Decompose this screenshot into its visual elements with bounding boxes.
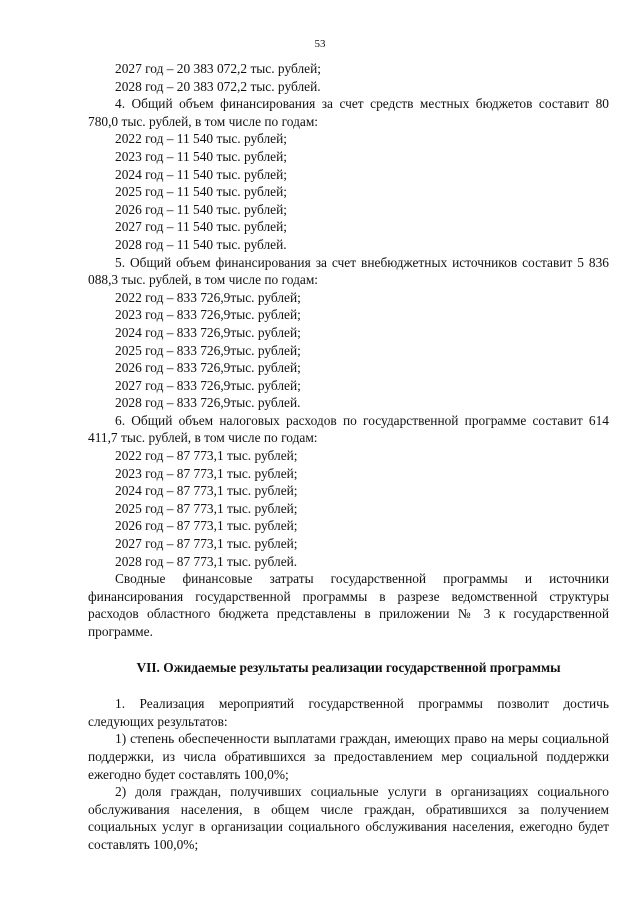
text-line: 2027 год – 11 540 тыс. рублей;	[115, 219, 287, 235]
document-body	[88, 60, 609, 854]
text-line: 2028 год – 11 540 тыс. рублей.	[115, 236, 287, 252]
section-heading: VII. Ожидаемые результаты реализации государственной программы	[136, 659, 561, 675]
paragraph-local-budget-funding: 4. Общий объем финансирования за счет средств местных бюджетов составит 80 780,0 тыс. рублей, в том числе по годам:	[88, 96, 609, 129]
text-line: 2025 год – 11 540 тыс. рублей;	[115, 184, 287, 200]
paragraph-tax-expenditures: 6. Общий объем налоговых расходов по государственной программе составит 614 411,7 тыс. рублей, в том числе по годам:	[88, 412, 609, 446]
text-line: 2025 год – 833 726,9тыс. рублей;	[115, 342, 301, 358]
paragraph-summary-costs: Сводные финансовые затраты государственной программы и источники финансирования государственной программы в разрезе ведомственной структуры расходов областного бюджета представлены в приложении № 3 к государственной программе.	[88, 571, 609, 639]
text-line: 2026 год – 87 773,1 тыс. рублей;	[115, 518, 298, 534]
text-line: 2027 год – 20 383 072,2 тыс. рублей;	[115, 61, 321, 76]
text-line: 2023 год – 87 773,1 тыс. рублей;	[115, 465, 298, 481]
text-line: 2022 год – 87 773,1 тыс. рублей;	[115, 448, 298, 464]
text-line: 2027 год – 833 726,9тыс. рублей;	[115, 377, 301, 393]
text-line: 2025 год – 87 773,1 тыс. рублей;	[115, 500, 298, 516]
text-line: 2028 год – 87 773,1 тыс. рублей.	[115, 553, 298, 569]
text-line: 2023 год – 833 726,9тыс. рублей;	[115, 307, 301, 323]
text-line: 2026 год – 11 540 тыс. рублей;	[115, 201, 287, 217]
paragraph-results-intro: 1. Реализация мероприятий государственной программы позволит достичь следующих результатов:	[88, 696, 609, 729]
text-line: 2024 год – 87 773,1 тыс. рублей;	[115, 483, 298, 499]
text-line: 2022 год – 833 726,9тыс. рублей;	[115, 289, 301, 305]
text-line: 2024 год – 833 726,9тыс. рублей;	[115, 324, 301, 340]
text-line: 2028 год – 20 383 072,2 тыс. рублей.	[115, 78, 321, 94]
paragraph-extrabudgetary-funding: 5. Общий объем финансирования за счет внебюджетных источников составит 5 836 088,3 тыс. рублей, в том числе по годам:	[88, 254, 609, 288]
paragraph-result-2: 2) доля граждан, получивших социальные услуги в организациях социального обслуживания населения, в общем числе граждан, обратившихся за получением социальных услуг в организации социального обслуживания населения, ежегодно будет составлять 100,0%;	[88, 784, 609, 852]
text-line: 2023 год – 11 540 тыс. рублей;	[115, 148, 287, 164]
text-line: 2028 год – 833 726,9тыс. рублей.	[115, 395, 301, 411]
text-line: 2022 год – 11 540 тыс. рублей;	[115, 131, 287, 147]
text-line: 2026 год – 833 726,9тыс. рублей;	[115, 360, 301, 376]
text-line: 2024 год – 11 540 тыс. рублей;	[115, 166, 287, 182]
page-number: 53	[314, 38, 326, 50]
text-line: 2027 год – 87 773,1 тыс. рублей;	[115, 536, 298, 552]
paragraph-result-1: 1) степень обеспеченности выплатами граждан, имеющих право на меры социальной поддержки, из числа обратившихся за предоставлением мер социальной поддержки ежегодно будет составлять 100,0%;	[88, 731, 609, 782]
